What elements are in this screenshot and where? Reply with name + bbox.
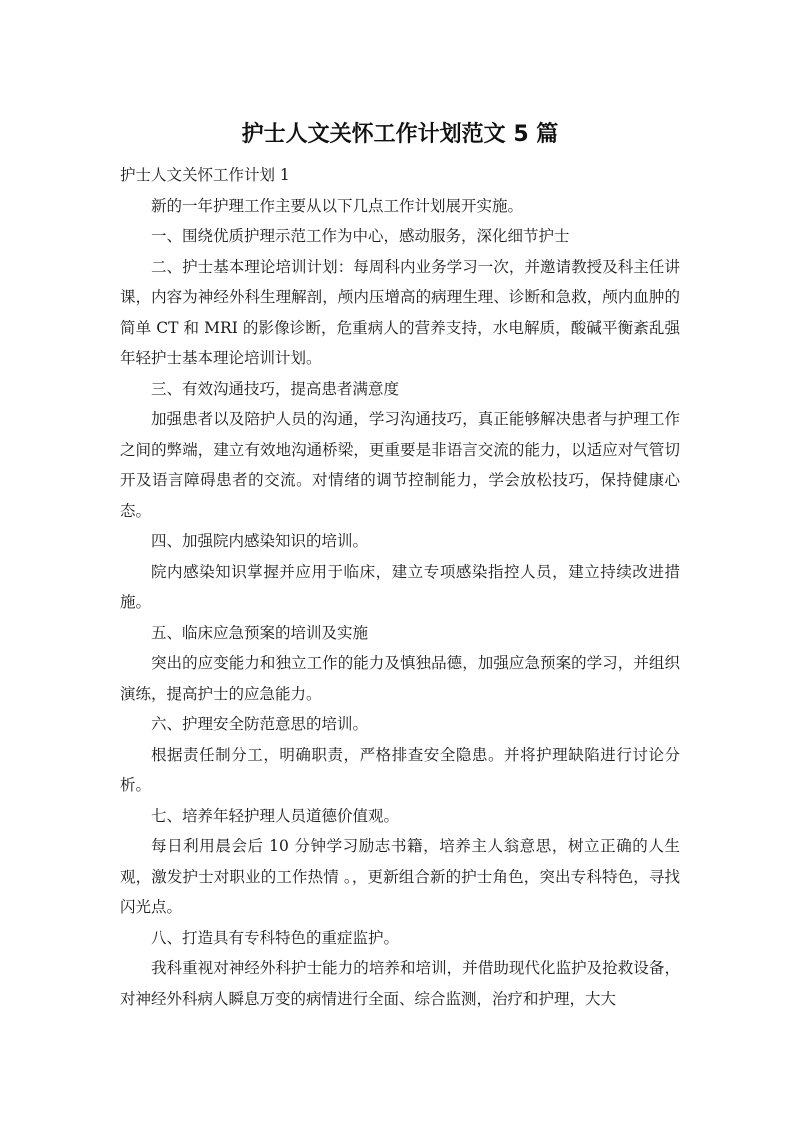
- document-body: [120, 160, 680, 1014]
- paragraph-item-3-body: 加强患者以及陪护人员的沟通，学习沟通技巧，真正能够解决患者与护理工作之间的弊端，建立有效地沟通桥梁，更重要是非语言交流的能力，以适应对气管切开及语言障碍患者的交流。对情绪的调节控制能力，学会放松技巧，保持健康心态。: [120, 410, 680, 520]
- paragraph-item-4-heading: 四、加强院内感染知识的培训。: [151, 532, 369, 550]
- paragraph-item-8-body: 我科重视对神经外科护士能力的培养和培训，并借助现代化监护及抢救设备，对神经外科病人瞬息万变的病情进行全面、综合监测，治疗和护理，大大: [120, 959, 680, 1008]
- paragraph-item-6-body: 根据责任制分工，明确职责，严格排查安全隐患。并将护理缺陷进行讨论分析。: [120, 745, 680, 794]
- paragraph-item-4-body: 院内感染知识掌握并应用于临床，建立专项感染指控人员，建立持续改进措施。: [120, 562, 680, 611]
- section-heading: 护士人文关怀工作计划 1: [120, 166, 290, 184]
- paragraph-item-3-heading: 三、有效沟通技巧，提高患者满意度: [151, 379, 400, 398]
- paragraph-intro: 新的一年护理工作主要从以下几点工作计划展开实施。: [151, 196, 524, 215]
- document-title: 护士人文关怀工作计划范文 5 篇: [241, 122, 559, 147]
- paragraph-item-2: 二、护士基本理论培训计划：每周科内业务学习一次，并邀请教授及科主任讲课，内容为神经外科生理解剖，颅内压增高的病理生理、诊断和急救，颅内血肿的简单 CT 和 MRI 的影像诊断，危重病人的营养支持，水电解质，酸碱平衡紊乱强年轻护士基本理论培训计划。: [120, 257, 680, 367]
- paragraph-item-7-heading: 七、培养年轻护理人员道德价值观。: [151, 806, 400, 825]
- paragraph-item-8-heading: 八、打造具有专科特色的重症监护。: [151, 928, 400, 947]
- paragraph-item-5-heading: 五、临床应急预案的培训及实施: [151, 623, 369, 642]
- paragraph-item-6-heading: 六、护理安全防范意思的培训。: [151, 715, 369, 733]
- paragraph-item-1-heading: 一、围绕优质护理示范工作为中心，感动服务，深化细节护士: [151, 227, 570, 245]
- paragraph-item-7-body: 每日利用晨会后 10 分钟学习励志书籍，培养主人翁意思，树立正确的人生观，激发护士对职业的工作热情 。，更新组合新的护士角色，突出专科特色，寻找闪光点。: [120, 837, 680, 916]
- paragraph-item-5-body: 突出的应变能力和独立工作的能力及慎独品德，加强应急预案的学习，并组织演练，提高护士的应急能力。: [120, 654, 680, 703]
